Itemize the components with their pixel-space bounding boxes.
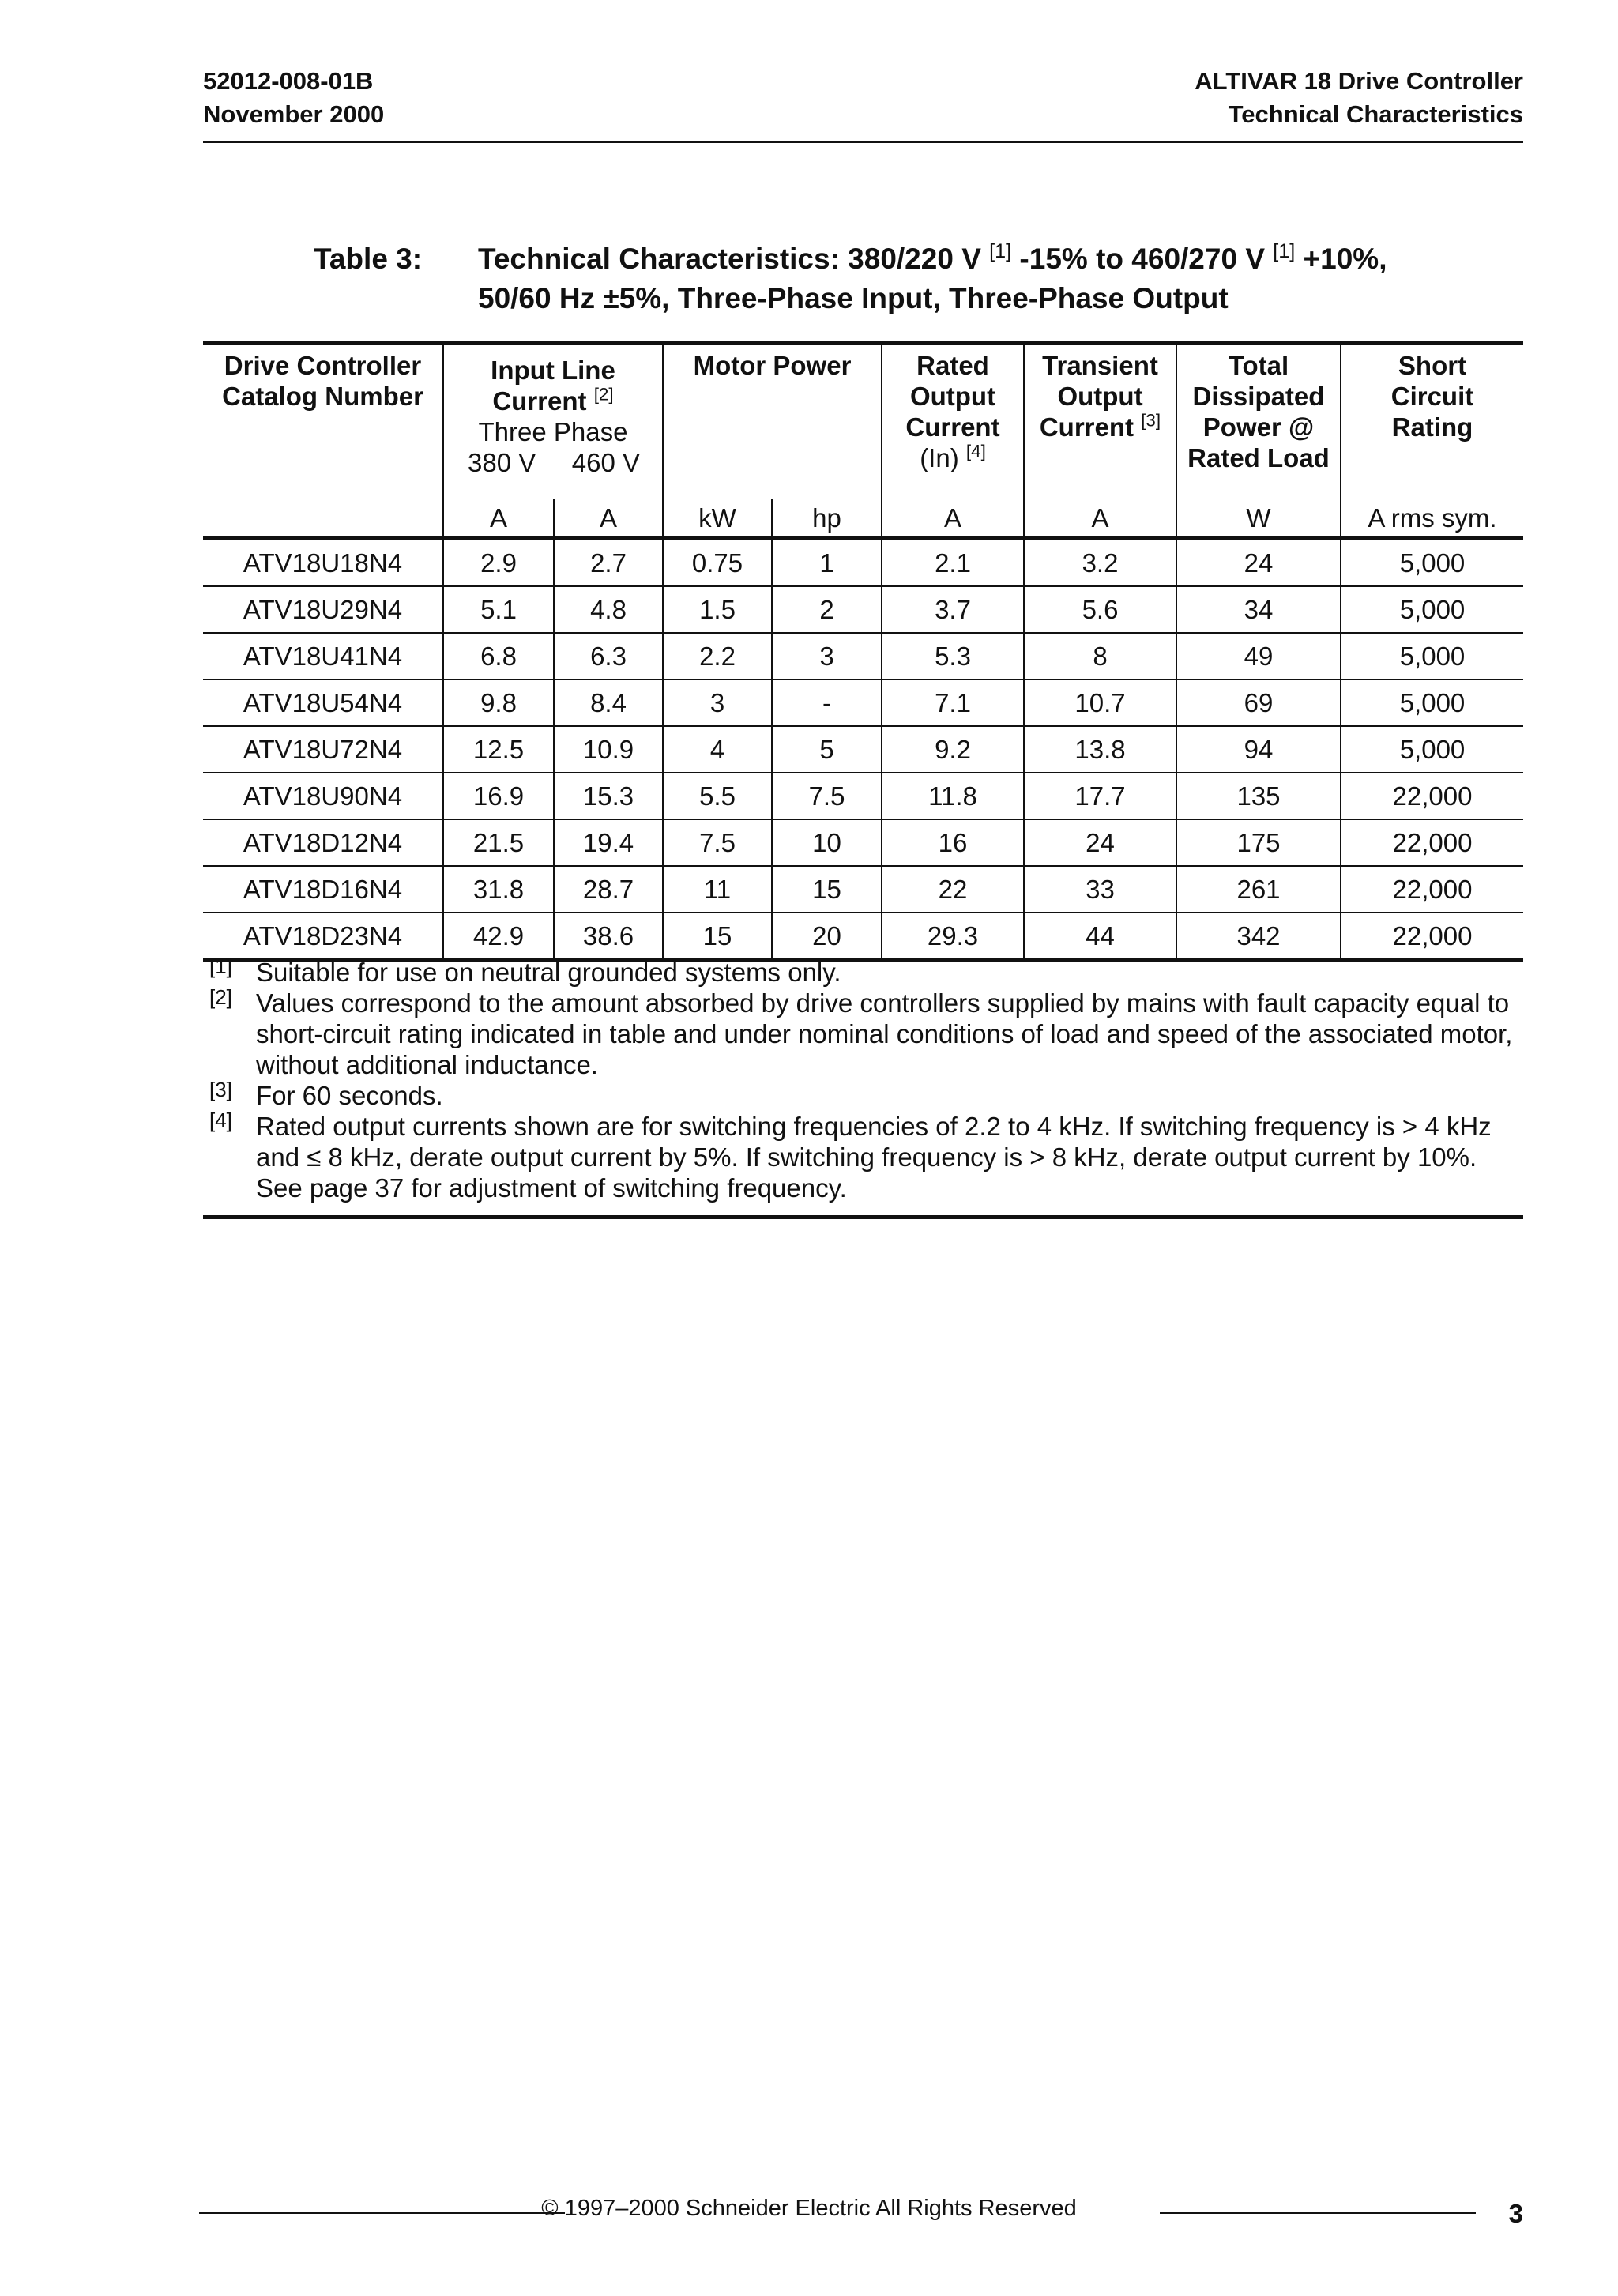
col-catalog-header: Drive Controller Catalog Number [203, 344, 443, 499]
table-cell: 20 [772, 913, 882, 961]
table-cell: 135 [1176, 773, 1341, 819]
table-cell: 12.5 [443, 726, 554, 773]
table-cell: 49 [1176, 633, 1341, 679]
unit-cell: A [554, 499, 663, 539]
table-cell: 3.2 [1024, 539, 1176, 587]
table-cell: 175 [1176, 819, 1341, 866]
footnotes-rule [203, 1215, 1523, 1219]
section-title: Technical Characteristics [1228, 100, 1523, 128]
doc-number: 52012-008-01B [203, 67, 374, 95]
table-cell: 31.8 [443, 866, 554, 913]
table-cell: 5.5 [663, 773, 772, 819]
table-cell: 261 [1176, 866, 1341, 913]
table-cell: 1 [772, 539, 882, 587]
footnote-1: [1] Suitable for use on neutral grounded systems only. [209, 954, 841, 987]
table-cell: - [772, 679, 882, 726]
table-cell: 13.8 [1024, 726, 1176, 773]
table-row [203, 773, 1523, 819]
header-left [203, 65, 384, 131]
table-cell: 3.7 [882, 586, 1024, 633]
footnote-4: [4] Rated output currents shown are for switching frequencies of 2.2 to 4 kHz. If switching frequency is > 4 kHz and ≤ 8 kHz, derate output current by 5%. If switching frequency is > 8 kHz, derate output current by 10%. See page 37 for adjustment of switching frequency. [209, 1108, 1492, 1203]
table-cell: 11.8 [882, 773, 1024, 819]
table-cell: 44 [1024, 913, 1176, 961]
table-cell: 2 [772, 586, 882, 633]
unit-cell: A [443, 499, 554, 539]
header-row [203, 344, 1523, 499]
page-number: 3 [1508, 2199, 1523, 2228]
table-cell: 9.2 [882, 726, 1024, 773]
table-cell: 42.9 [443, 913, 554, 961]
catalog-number-cell: ATV18U29N4 [203, 586, 443, 633]
table-row [203, 866, 1523, 913]
table-cell: 17.7 [1024, 773, 1176, 819]
table-cell: 24 [1176, 539, 1341, 587]
table-cell: 22,000 [1341, 866, 1523, 913]
table-cell: 5,000 [1341, 726, 1523, 773]
table-cell: 22,000 [1341, 913, 1523, 961]
table-cell: 10.9 [554, 726, 663, 773]
table-cell: 7.1 [882, 679, 1024, 726]
table-cell: 16.9 [443, 773, 554, 819]
table-cell: 9.8 [443, 679, 554, 726]
catalog-number-cell: ATV18U54N4 [203, 679, 443, 726]
unit-cell: A [1024, 499, 1176, 539]
table-row [203, 819, 1523, 866]
table-cell: 2.9 [443, 539, 554, 587]
table-cell: 342 [1176, 913, 1341, 961]
unit-cell: A [882, 499, 1024, 539]
col-transient-header: Transient Output Current [3] [1024, 344, 1176, 499]
table-cell: 16 [882, 819, 1024, 866]
table-cell: 11 [663, 866, 772, 913]
voltage-460: 460 V [571, 448, 640, 477]
table-cell: 4.8 [554, 586, 663, 633]
catalog-number-cell: ATV18D12N4 [203, 819, 443, 866]
table-cell: 10 [772, 819, 882, 866]
footnote-3: [3] For 60 seconds. [209, 1078, 443, 1110]
table-cell: 8.4 [554, 679, 663, 726]
table-cell: 7.5 [772, 773, 882, 819]
col-rated-output-header: Rated Output Current (In) [4] [882, 344, 1024, 499]
table-cell: 5,000 [1341, 586, 1523, 633]
table-cell: 5.6 [1024, 586, 1176, 633]
technical-characteristics-table [203, 341, 1523, 962]
table-cell: 15 [772, 866, 882, 913]
table-cell: 5.1 [443, 586, 554, 633]
table-row [203, 586, 1523, 633]
table-cell: 15.3 [554, 773, 663, 819]
table-cell: 3 [772, 633, 882, 679]
table-cell: 7.5 [663, 819, 772, 866]
header-rule [203, 141, 1523, 143]
table-row [203, 633, 1523, 679]
table-cell: 3 [663, 679, 772, 726]
unit-cell: W [1176, 499, 1341, 539]
table-cell: 5.3 [882, 633, 1024, 679]
table-row [203, 679, 1523, 726]
caption-ref-2: [1] [1273, 240, 1296, 263]
unit-cell [203, 499, 443, 539]
table-cell: 38.6 [554, 913, 663, 961]
table-cell: 5 [772, 726, 882, 773]
table-row [203, 726, 1523, 773]
table-cell: 33 [1024, 866, 1176, 913]
table-cell: 22,000 [1341, 773, 1523, 819]
voltage-380: 380 V [468, 448, 536, 477]
caption-ref-1: [1] [989, 240, 1012, 263]
table-cell: 2.7 [554, 539, 663, 587]
table-caption-label: Table 3: [314, 243, 423, 275]
table-cell: 34 [1176, 586, 1341, 633]
footnote-2: [2] Values correspond to the amount absorbed by drive controllers supplied by mains with fault capacity equal to short-circuit rating indicated in table and under nominal conditions of load and speed of the associated motor, without additional inductance. [209, 985, 1513, 1079]
table-cell: 22 [882, 866, 1024, 913]
table-cell: 5,000 [1341, 633, 1523, 679]
table-cell: 29.3 [882, 913, 1024, 961]
product-title: ALTIVAR 18 Drive Controller [1195, 67, 1523, 95]
table-cell: 0.75 [663, 539, 772, 587]
table-cell: 94 [1176, 726, 1341, 773]
table-row [203, 539, 1523, 587]
catalog-number-cell: ATV18U41N4 [203, 633, 443, 679]
table-cell: 21.5 [443, 819, 554, 866]
footnotes [203, 954, 1523, 1203]
table-cell: 8 [1024, 633, 1176, 679]
table-cell: 4 [663, 726, 772, 773]
catalog-number-cell: ATV18U90N4 [203, 773, 443, 819]
table-cell: 24 [1024, 819, 1176, 866]
catalog-number-cell: ATV18U72N4 [203, 726, 443, 773]
table-cell: 10.7 [1024, 679, 1176, 726]
table-cell: 28.7 [554, 866, 663, 913]
unit-cell: hp [772, 499, 882, 539]
table-cell: 15 [663, 913, 772, 961]
table-cell: 1.5 [663, 586, 772, 633]
table-cell: 6.8 [443, 633, 554, 679]
table-caption [478, 239, 1505, 318]
col-short-circuit-header: Short Circuit Rating [1341, 344, 1523, 499]
table-row [203, 913, 1523, 961]
table-body [203, 539, 1523, 961]
catalog-number-cell: ATV18U18N4 [203, 539, 443, 587]
table-cell: 6.3 [554, 633, 663, 679]
col-motor-power-header: Motor Power [663, 344, 882, 499]
table-cell: 2.2 [663, 633, 772, 679]
caption-line-1: Technical Characteristics: 380/220 V [1] -15% to 460/270 V [1] +10%, [478, 240, 1387, 275]
doc-date: November 2000 [203, 100, 385, 128]
table-cell: 69 [1176, 679, 1341, 726]
table-cell: 19.4 [554, 819, 663, 866]
col-input-line-header: Input Line Current [2] Three Phase 380 V 460 V [443, 344, 663, 499]
table-cell: 22,000 [1341, 819, 1523, 866]
table-cell: 2.1 [882, 539, 1024, 587]
table-cell: 5,000 [1341, 679, 1523, 726]
copyright: © 1997–2000 Schneider Electric All Rights Reserved [541, 2196, 1077, 2221]
units-row [203, 499, 1523, 539]
catalog-number-cell: ATV18D16N4 [203, 866, 443, 913]
unit-cell: A rms sym. [1341, 499, 1523, 539]
unit-cell: kW [663, 499, 772, 539]
table-cell: 5,000 [1341, 539, 1523, 587]
col-dissipated-header: Total Dissipated Power @ Rated Load [1176, 344, 1341, 499]
caption-line-2: 50/60 Hz ±5%, Three-Phase Input, Three-Phase Output [478, 282, 1229, 314]
catalog-number-cell: ATV18D23N4 [203, 913, 443, 961]
header-right [1195, 65, 1523, 131]
